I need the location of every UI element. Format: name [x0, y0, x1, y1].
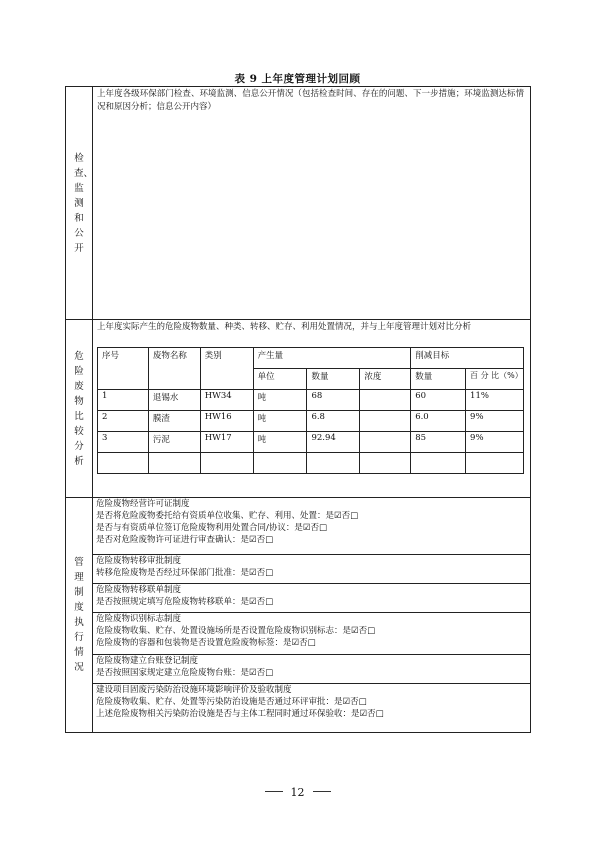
cell-category: HW17 [200, 432, 253, 453]
management-content [92, 498, 530, 732]
cell-category: HW16 [200, 411, 253, 432]
table-row [98, 432, 524, 453]
management-line: 危险废物建立台账登记制度 [96, 656, 199, 666]
header-quantity: 数量 [307, 369, 360, 390]
cell-empty [411, 453, 466, 474]
management-line: 危险废物收集、贮存、处置等污染防治设施是否通过环评审批：是☑否□ [96, 697, 367, 707]
cell-unit: 吨 [253, 390, 307, 411]
inspection-section [66, 87, 530, 320]
header-unit: 单位 [253, 369, 307, 390]
header-category: 类别 [200, 348, 253, 390]
management-group [92, 655, 530, 684]
header-generated: 产生量 [253, 348, 411, 369]
cell-name: 退锡水 [148, 390, 200, 411]
management-group [92, 613, 530, 655]
page-number [0, 786, 595, 799]
management-line: 危险废物转移审批制度 [96, 556, 182, 566]
cell-category: HW34 [200, 390, 253, 411]
cell-unit: 吨 [253, 432, 307, 453]
header-seq: 序号 [98, 348, 149, 390]
cell-percent: 11% [466, 390, 524, 411]
cell-empty [360, 453, 411, 474]
management-line: 上述危险废物相关污染防治设施是否与主体工程同时通过环保验收：是☑否□ [96, 709, 384, 719]
page-number-text: 12 [290, 786, 305, 799]
management-line: 是否与有资质单位签订危险废物利用处置合同/协议：是☑否□ [96, 523, 328, 533]
header-concentration: 浓度 [360, 369, 411, 390]
cell-name: 膜渣 [148, 411, 200, 432]
cell-empty [200, 453, 253, 474]
management-line: 是否将危险废物委托给有资质单位收集、贮存、利用、处置：是☑否□ [96, 511, 359, 521]
table-title: 表 9 上年度管理计划回顾 [234, 73, 361, 85]
cell-empty [307, 453, 360, 474]
hazard-label-cell [66, 320, 93, 497]
header-red-quantity: 数量 [411, 369, 466, 390]
management-section [66, 498, 530, 732]
cell-percent: 9% [466, 411, 524, 432]
cell-empty [98, 453, 149, 474]
management-line: 是否对危险废物许可证进行审查确认：是☑否□ [96, 535, 274, 545]
cell-seq: 3 [98, 432, 149, 453]
management-group [92, 684, 530, 730]
inspection-text: 上年度各级环保部门检查、环境监测、信息公开情况（包括检查时间、存在的问题、下一步措施；环境监测达标情况和原因分析；信息公开内容） [97, 89, 524, 112]
cell-empty [466, 453, 524, 474]
dash-left [265, 791, 283, 792]
cell-empty [148, 453, 200, 474]
management-line: 是否按照规定填写危险废物转移联单：是☑否□ [96, 597, 274, 607]
cell-red-quantity: 60 [411, 390, 466, 411]
hazard-table [97, 347, 524, 474]
header-reduction: 削减目标 [411, 348, 524, 369]
cell-concentration [360, 411, 411, 432]
management-line: 危险废物收集、贮存、处置设施场所是否设置危险废物识别标志：是☑否□ [96, 626, 376, 636]
cell-empty [253, 453, 307, 474]
management-line: 是否按照国家规定建立危险废物台账：是☑否□ [96, 668, 274, 678]
management-group [92, 584, 530, 613]
table-row-empty [98, 453, 524, 474]
management-group [92, 555, 530, 584]
cell-quantity: 6.8 [307, 411, 360, 432]
table-row [98, 390, 524, 411]
cell-seq: 2 [98, 411, 149, 432]
management-line: 建设项目固废污染防治设施环境影响评价及验收制度 [96, 685, 292, 695]
management-group [92, 498, 530, 555]
management-line: 危险废物识别标志制度 [96, 614, 182, 624]
table-row [98, 411, 524, 432]
cell-red-quantity: 85 [411, 432, 466, 453]
hazard-intro: 上年度实际产生的危险废物数量、种类、转移、贮存、利用处置情况，并与上年度管理计划对比分析 [97, 322, 472, 332]
cell-percent: 9% [466, 432, 524, 453]
inspection-label-cell [66, 87, 93, 319]
cell-seq: 1 [98, 390, 149, 411]
management-line: 危险废物的容器和包装物是否设置危险废物标签：是☑否□ [96, 638, 316, 648]
management-line: 危险废物转移联单制度 [96, 585, 182, 595]
header-name: 废物名称 [148, 348, 200, 390]
management-label-cell [66, 498, 93, 732]
hazard-label: 危险废物比较分析 [74, 350, 84, 467]
cell-concentration [360, 390, 411, 411]
management-line: 危险废物经营许可证制度 [96, 499, 190, 509]
cell-quantity: 92.94 [307, 432, 360, 453]
cell-red-quantity: 6.0 [411, 411, 466, 432]
inspection-label: 检查、监测和公开 [74, 152, 94, 254]
cell-concentration [360, 432, 411, 453]
cell-unit: 吨 [253, 411, 307, 432]
management-label: 管理制度执行情况 [74, 557, 84, 673]
management-line: 转移危险废物是否经过环保部门批准：是☑否□ [96, 568, 274, 578]
header-percent: 百 分 比（%） [466, 369, 524, 390]
cell-name: 污泥 [148, 432, 200, 453]
dash-right [313, 791, 331, 792]
review-table [65, 86, 531, 733]
hazard-section [66, 320, 530, 498]
cell-quantity: 68 [307, 390, 360, 411]
